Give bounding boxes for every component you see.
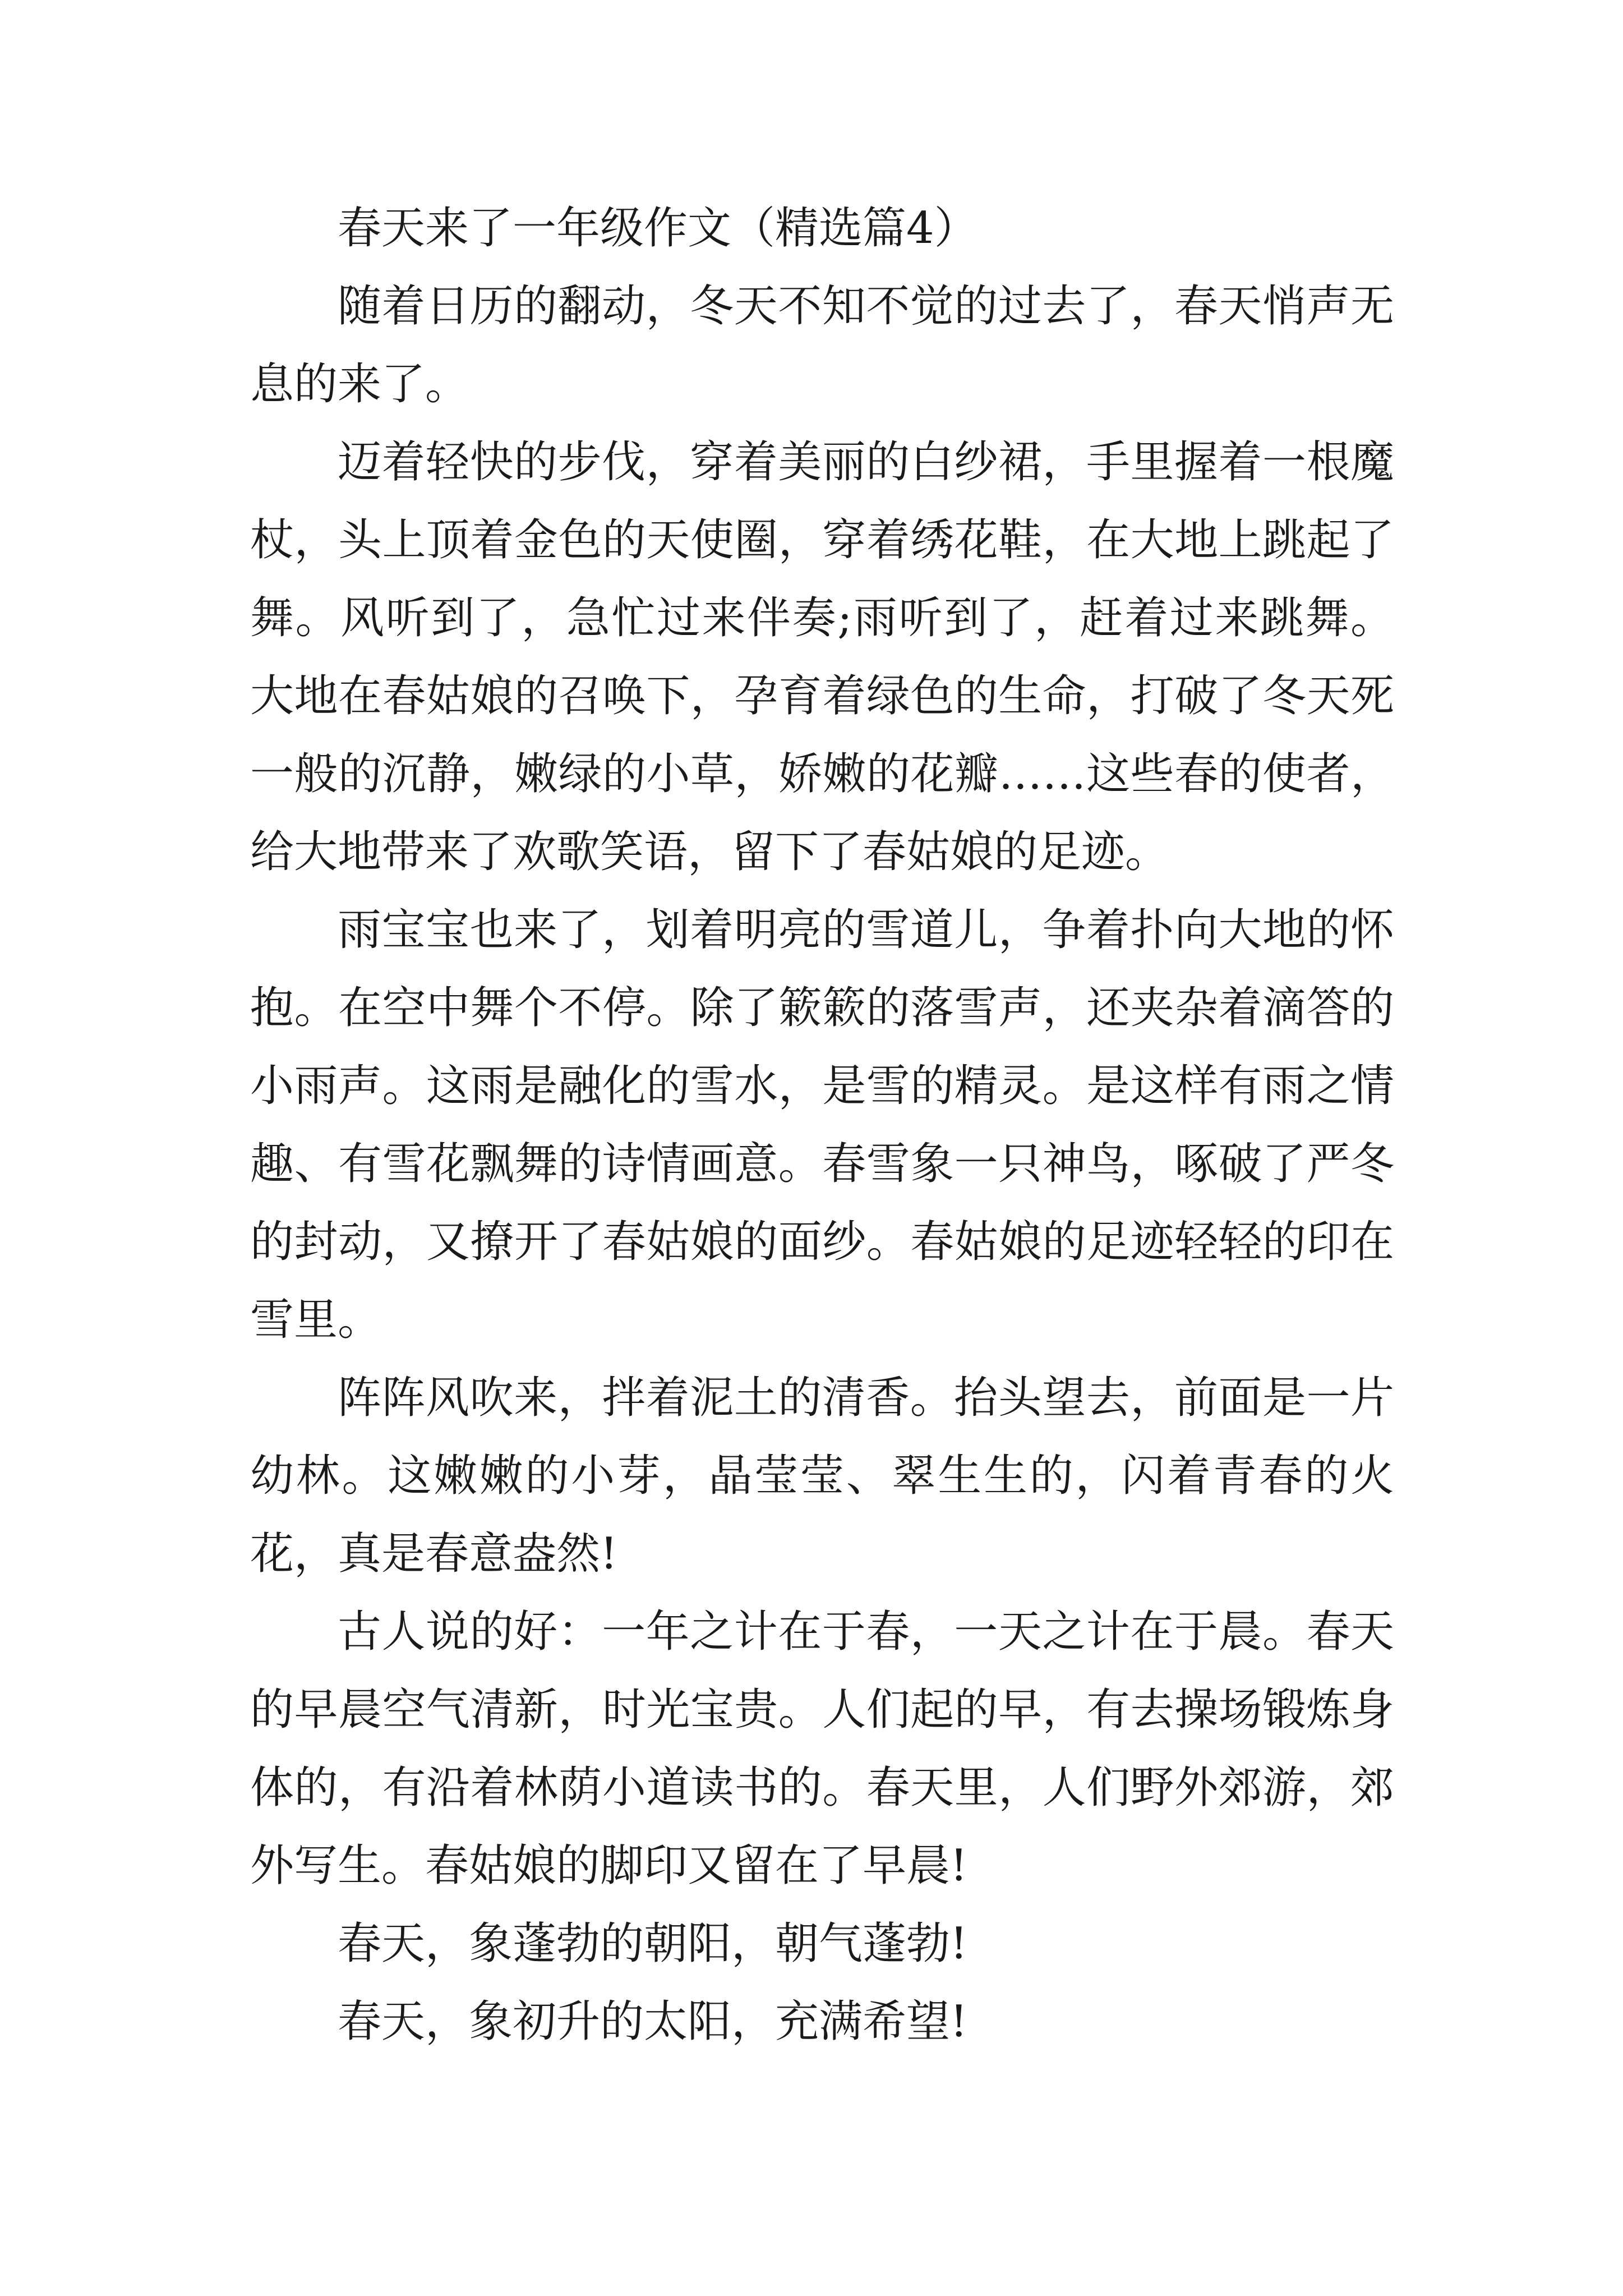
paragraph: 阵阵风吹来，拌着泥土的清香。抬头望去，前面是一片幼林。这嫩嫩的小芽，晶莹莹、翠生生的，闪着青春的火花，真是春意盎然! — [250, 1373, 1394, 1579]
paragraph: 春天，象初升的太阳，充满希望! — [338, 1996, 968, 2047]
document-body — [250, 190, 1394, 2061]
paragraph: 迈着轻快的步伐，穿着美丽的白纱裙，手里握着一根魔杖，头上顶着金色的天使圈，穿着绣花鞋，在大地上跳起了舞。风听到了，急忙过来伴奏;雨听到了，赶着过来跳舞。大地在春姑娘的召唤下，孕育着绿色的生命，打破了冬天死一般的沉静，嫩绿的小草，娇嫩的花瓣……这些春的使者，给大地带来了欢歌笑语，留下了春姑娘的足迹。 — [250, 437, 1394, 877]
paragraph: 雨宝宝也来了，划着明亮的雪道儿，争着扑向大地的怀抱。在空中舞个不停。除了簌簌的落雪声，还夹杂着滴答的小雨声。这雨是融化的雪水，是雪的精灵。是这样有雨之情趣、有雪花飘舞的诗情画意。春雪象一只神鸟，啄破了严冬的封动，又撩开了春姑娘的面纱。春姑娘的足迹轻轻的印在雪里。 — [250, 905, 1394, 1345]
document-title: 春天来了一年级作文（精选篇4） — [338, 203, 978, 254]
paragraph: 古人说的好：一年之计在于春，一天之计在于晨。春天的早晨空气清新，时光宝贵。人们起的早，有去操场锻炼身体的，有沿着林荫小道读书的。春天里，人们野外郊游，郊外写生。春姑娘的脚印又留在了早晨! — [250, 1607, 1394, 1891]
paragraph: 春天，象蓬勃的朝阳，朝气蓬勃! — [338, 1918, 968, 1969]
paragraph: 随着日历的翻动，冬天不知不觉的过去了，春天悄声无息的来了。 — [250, 281, 1394, 409]
